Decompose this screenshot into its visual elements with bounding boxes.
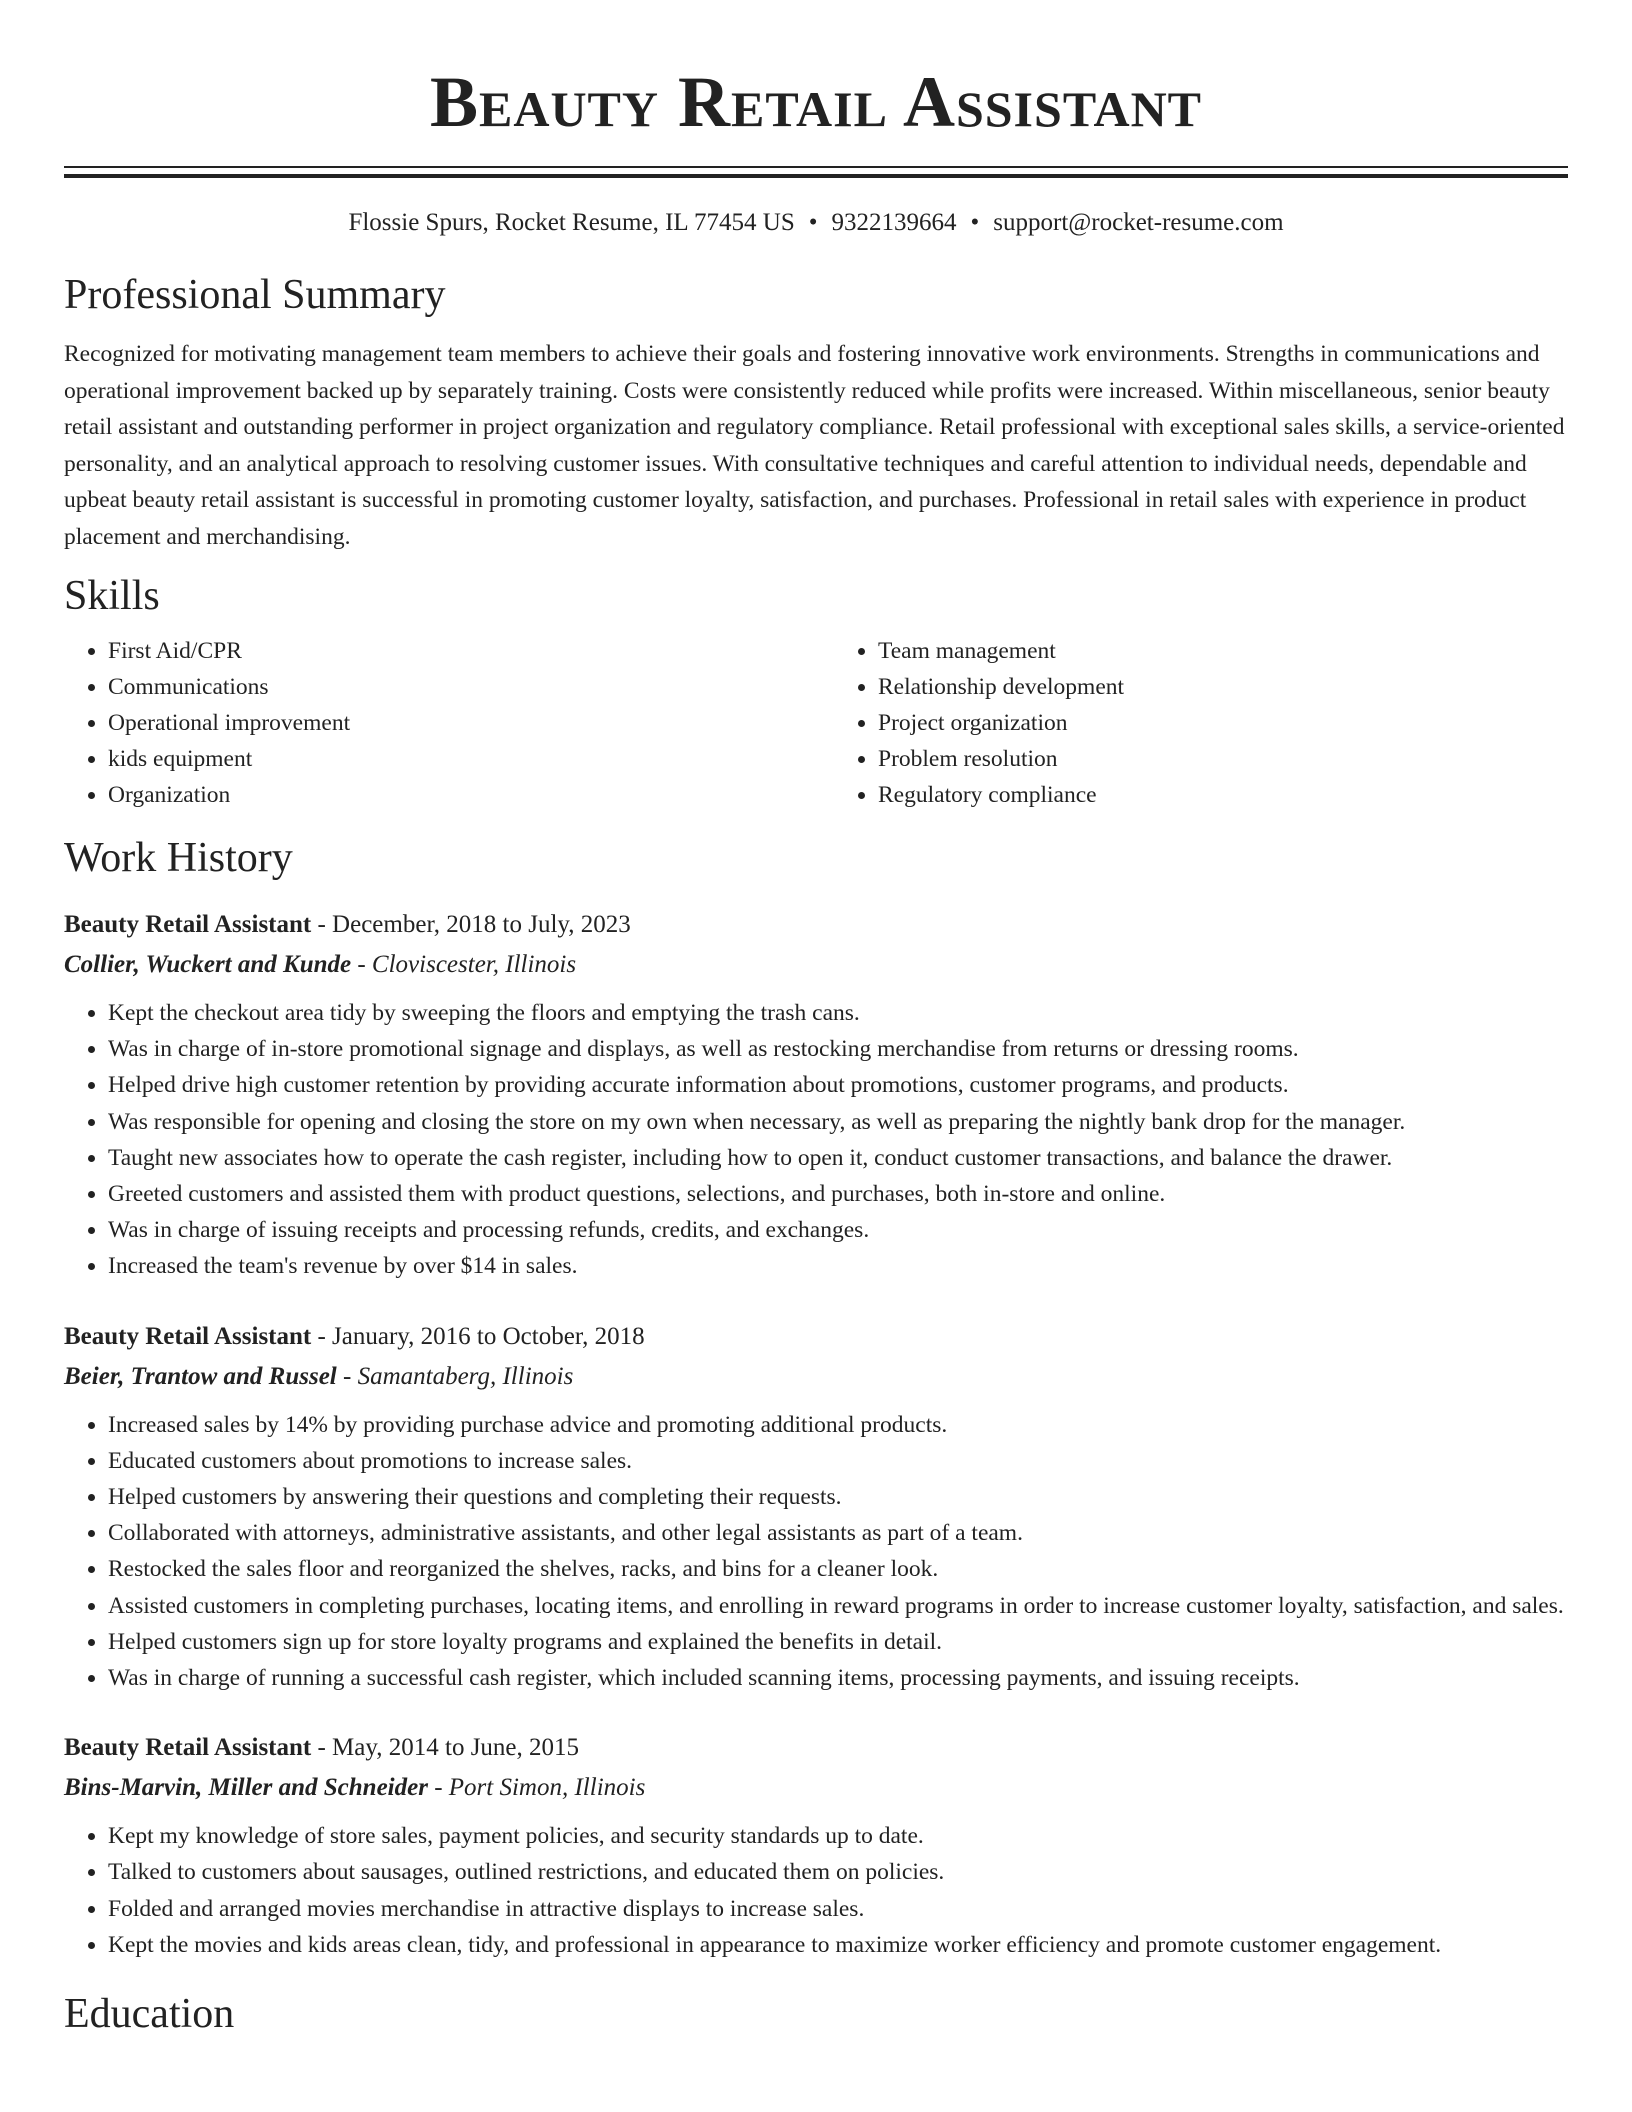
job-bullet: • Was in charge of issuing receipts and processing refunds, credits, and exchanges.: [108, 1212, 1568, 1248]
skills-column-right: [798, 633, 1568, 813]
skills-column-left: [64, 633, 798, 813]
job-bullet: • Taught new associates how to operate the cash register, including how to open it, conduct customer transactions, and balance the drawer.: [108, 1140, 1568, 1176]
job-bullets: [64, 1818, 1568, 1963]
job-entry: [64, 1317, 1568, 1697]
job-title: Beauty Retail Assistant: [64, 1322, 312, 1350]
contact-phone: 9322139664: [831, 209, 957, 236]
job-bullet: • Educated customers about promotions to increase sales.: [108, 1443, 1568, 1479]
contact-separator: •: [970, 209, 980, 236]
job-bullet: • Was in charge of running a successful cash register, which included scanning items, processing payments, and issuing receipts.: [108, 1660, 1568, 1696]
skill-item: • kids equipment: [108, 741, 798, 777]
job-bullet: • Talked to customers about sausages, outlined restrictions, and educated them on policies.: [108, 1854, 1568, 1890]
job-bullet: • Kept my knowledge of store sales, payment policies, and security standards up to date.: [108, 1818, 1568, 1854]
resume-page: [64, 0, 1568, 2039]
skill-item: • Relationship development: [878, 669, 1568, 705]
job-company-line: [64, 1357, 1568, 1397]
job-title: Beauty Retail Assistant: [64, 1734, 312, 1762]
contact-line: [64, 206, 1568, 240]
education-heading: Education: [64, 1991, 235, 2038]
summary-heading: Professional Summary: [64, 272, 446, 318]
job-dates: - January, 2016 to October, 2018: [311, 1322, 645, 1350]
skill-item: • Communications: [108, 669, 798, 705]
job-bullet: • Increased sales by 14% by providing purchase advice and promoting additional products.: [108, 1407, 1568, 1443]
job-bullet: • Kept the movies and kids areas clean, tidy, and professional in appearance to maximize worker efficiency and promote customer engagement.: [108, 1927, 1568, 1963]
job-bullet: • Helped drive high customer retention by providing accurate information about promotions, customer programs, and products.: [108, 1067, 1568, 1103]
job-bullet: • Was responsible for opening and closing the store on my own when necessary, as well as preparing the nightly bank drop for the manager.: [108, 1104, 1568, 1140]
job-dates: - May, 2014 to June, 2015: [311, 1734, 580, 1762]
job-bullet: • Restocked the sales floor and reorganized the shelves, racks, and bins for a cleaner look.: [108, 1551, 1568, 1587]
title-divider-thick: [64, 174, 1568, 178]
skills-heading: Skills: [64, 573, 160, 619]
skill-item: • Problem resolution: [878, 741, 1568, 777]
job-bullet: • Increased the team's revenue by over $14 in sales.: [108, 1248, 1568, 1284]
job-header: [64, 1728, 1568, 1768]
job-company-line: [64, 1768, 1568, 1808]
job-company-line: [64, 945, 1568, 985]
job-title: Beauty Retail Assistant: [64, 911, 312, 938]
skill-item: • Project organization: [878, 705, 1568, 741]
job-header: [64, 905, 1568, 945]
job-bullet: • Folded and arranged movies merchandise in attractive displays to increase sales.: [108, 1891, 1568, 1927]
job-entry: [64, 905, 1568, 1285]
job-location: - Samantaberg, Illinois: [336, 1362, 574, 1390]
job-dates: - December, 2018 to July, 2023: [311, 911, 631, 938]
job-location: - Port Simon, Illinois: [427, 1774, 646, 1802]
job-entry: [64, 1728, 1568, 1963]
job-bullet: • Greeted customers and assisted them with product questions, selections, and purchases, both in-store and online.: [108, 1176, 1568, 1212]
skill-item: • Operational improvement: [108, 705, 798, 741]
job-bullet: • Assisted customers in completing purchases, locating items, and enrolling in reward programs in order to increase customer loyalty, satisfaction, and sales.: [108, 1588, 1568, 1624]
job-bullet: • Helped customers sign up for store loyalty programs and explained the benefits in detail.: [108, 1624, 1568, 1660]
contact-email: support@rocket-resume.com: [993, 209, 1284, 236]
job-company: Bins-Marvin, Miller and Schneider: [64, 1774, 428, 1802]
page-title: Beauty Retail Assistant: [429, 62, 1203, 142]
job-header: [64, 1317, 1568, 1357]
title-divider-thin: [64, 166, 1568, 168]
job-company: Collier, Wuckert and Kunde: [64, 951, 352, 978]
job-bullets: [64, 995, 1568, 1285]
skill-item: • Team management: [878, 633, 1568, 669]
job-location: - Cloviscester, Illinois: [351, 951, 577, 978]
contact-separator: •: [808, 209, 818, 236]
job-bullet: • Helped customers by answering their questions and completing their requests.: [108, 1479, 1568, 1515]
job-company: Beier, Trantow and Russel: [64, 1362, 337, 1390]
skills-list: [64, 633, 1568, 813]
job-bullets: [64, 1407, 1568, 1697]
job-bullet: • Was in charge of in-store promotional signage and displays, as well as restocking merchandise from returns or dressing rooms.: [108, 1031, 1568, 1067]
job-bullet: • Kept the checkout area tidy by sweeping the floors and emptying the trash cans.: [108, 995, 1568, 1031]
contact-address: Flossie Spurs, Rocket Resume, IL 77454 US: [348, 209, 795, 236]
work-history-heading: Work History: [64, 835, 293, 881]
job-bullet: • Collaborated with attorneys, administrative assistants, and other legal assistants as part of a team.: [108, 1515, 1568, 1551]
summary-text: Recognized for motivating management team members to achieve their goals and fostering innovative work environments. Strengths in communications and operational improvement backed up by separately training. Costs were consistently reduced while profits were increased. Within miscellaneous, senior beauty retail assistant and outstanding performer in project organization and regulatory compliance. Retail professional with exceptional sales skills, a service-oriented personality, and an analytical approach to resolving customer issues. With consultative techniques and careful attention to individual needs, dependable and upbeat beauty retail assistant is successful in promoting customer loyalty, satisfaction, and purchases. Professional in retail sales with experience in product placement and merchandising.: [64, 341, 1565, 550]
skill-item: • Regulatory compliance: [878, 777, 1568, 813]
skill-item: • First Aid/CPR: [108, 633, 798, 669]
skill-item: • Organization: [108, 777, 798, 813]
